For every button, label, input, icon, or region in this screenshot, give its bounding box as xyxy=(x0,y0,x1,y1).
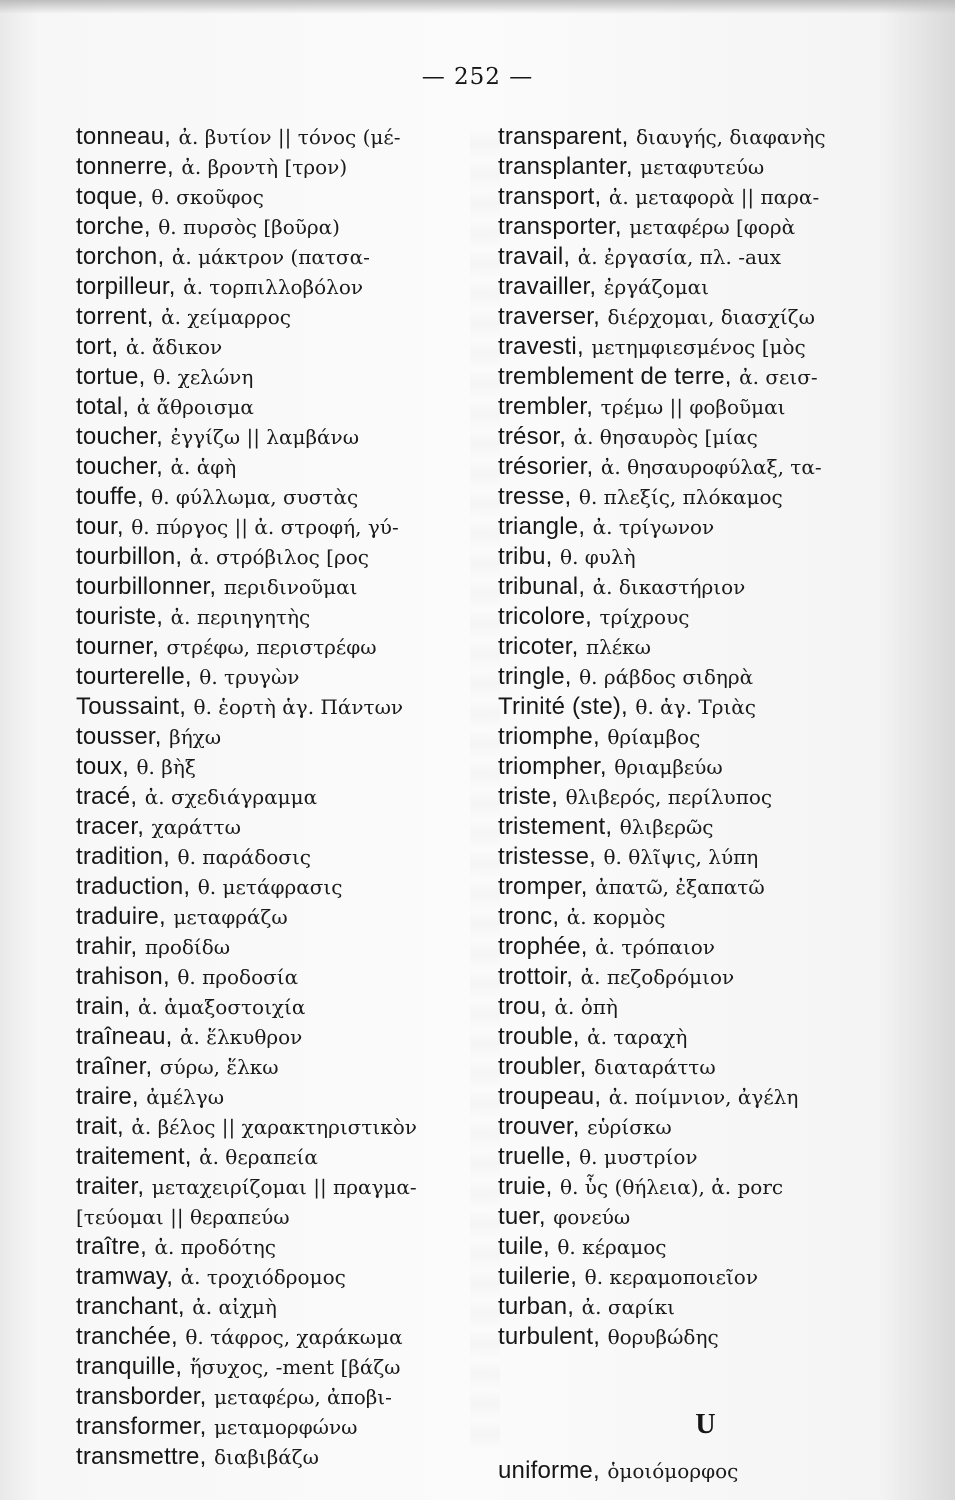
entry-definition: ἀ. χείμαρρος xyxy=(161,305,291,329)
dictionary-entry xyxy=(76,1321,486,1351)
entry-definition: θ. ἁγ. Τριὰς xyxy=(635,695,756,719)
entry-definition: θ. τρυγὼν xyxy=(199,665,300,689)
entry-definition: θ. φυλὴ xyxy=(560,545,636,569)
entry-headword: tramway, xyxy=(76,1263,174,1290)
entry-headword: triangle, xyxy=(498,513,586,540)
dictionary-entry xyxy=(76,331,486,361)
entry-definition: θ. χελώνη xyxy=(152,365,254,389)
dictionary-entry xyxy=(498,901,903,931)
dictionary-entry xyxy=(498,1201,903,1231)
entry-headword: tringle, xyxy=(498,663,572,690)
dictionary-entry xyxy=(498,391,903,421)
entry-definition: ἐργάζομαι xyxy=(603,275,709,299)
dictionary-entry xyxy=(498,451,903,481)
entry-headword: triste, xyxy=(498,783,559,810)
entry-headword: tromper, xyxy=(498,873,588,900)
dictionary-entry xyxy=(76,211,486,241)
entry-definition: ἀ. σαρίκι xyxy=(581,1295,675,1319)
entry-definition: μεταφυτεύω xyxy=(640,155,765,179)
entry-definition: θ. ράβδος σιδηρὰ xyxy=(579,665,754,689)
entry-definition: ἥσυχος, -ment [βάζω xyxy=(189,1355,401,1379)
entry-headword: transformer, xyxy=(76,1413,207,1440)
dictionary-entry xyxy=(76,751,486,781)
page-number: — 252 — xyxy=(421,64,534,90)
entry-headword: transporter, xyxy=(498,213,622,240)
dictionary-entry xyxy=(498,1171,903,1201)
entry-definition: ἀ ἄθροισμα xyxy=(136,395,254,419)
entry-definition: περιδινοῦμαι xyxy=(223,575,358,599)
entry-headword: turban, xyxy=(498,1293,575,1320)
entry-definition: ἀ. ἁφὴ xyxy=(170,455,237,479)
entry-headword: travail, xyxy=(498,243,571,270)
entry-definition: στρέφω, περιστρέφω xyxy=(166,635,377,659)
left-column xyxy=(76,121,486,1471)
entry-definition: ἀ. θησαυροφύλαξ, τα- xyxy=(600,455,822,479)
entry-headword: trait, xyxy=(76,1113,124,1140)
dictionary-entry xyxy=(498,781,903,811)
entry-definition: ἀ. πεζοδρόμιον xyxy=(580,965,735,989)
dictionary-entry xyxy=(498,181,903,211)
section-entries xyxy=(498,1455,903,1485)
dictionary-entry xyxy=(76,841,486,871)
dictionary-entry xyxy=(498,631,903,661)
entry-headword: trésorier, xyxy=(498,453,594,480)
entry-definition: εὑρίσκω xyxy=(587,1115,672,1139)
entry-headword: touriste, xyxy=(76,603,164,630)
dictionary-entry xyxy=(76,1261,486,1291)
entry-headword: tourterelle, xyxy=(76,663,192,690)
entry-definition: ἀ. κορμὸς xyxy=(566,905,666,929)
entry-headword: traîner, xyxy=(76,1053,153,1080)
dictionary-entry xyxy=(76,241,486,271)
dictionary-entry xyxy=(498,331,903,361)
dictionary-entry xyxy=(76,691,486,721)
entry-headword: tortue, xyxy=(76,363,146,390)
entry-definition: θορυβώδης xyxy=(607,1325,719,1349)
dictionary-entry xyxy=(76,1081,486,1111)
entry-headword: traitement, xyxy=(76,1143,192,1170)
entry-definition: θ. μυστρίον xyxy=(579,1145,698,1169)
dictionary-entry xyxy=(76,1021,486,1051)
entry-definition: διαυγής, διαφανὴς xyxy=(635,125,826,149)
dictionary-entry xyxy=(498,301,903,331)
dictionary-entry xyxy=(498,1231,903,1261)
dictionary-entry xyxy=(498,241,903,271)
entry-headword: tour, xyxy=(76,513,124,540)
entry-headword: troubler, xyxy=(498,1053,587,1080)
entry-definition: ἀ. βέλος || χαρακτηριστικὸν xyxy=(131,1115,417,1139)
entry-headword: troupeau, xyxy=(498,1083,602,1110)
entry-headword: tristement, xyxy=(498,813,613,840)
entry-headword: tourbillonner, xyxy=(76,573,217,600)
entry-definition: προδίδω xyxy=(144,935,231,959)
entry-definition: θ. παράδοσις xyxy=(177,845,311,869)
dictionary-entry xyxy=(498,751,903,781)
dictionary-entry xyxy=(76,1381,486,1411)
entry-headword: truie, xyxy=(498,1173,553,1200)
entry-definition: ἀ. βροντὴ [τρον) xyxy=(181,155,348,179)
entry-headword: trahir, xyxy=(76,933,138,960)
dictionary-entry xyxy=(498,1455,903,1485)
entry-definition: ἀ. θησαυρὸς [μίας xyxy=(573,425,758,449)
dictionary-entry xyxy=(498,601,903,631)
dictionary-entry xyxy=(498,691,903,721)
dictionary-entry xyxy=(498,1261,903,1291)
entry-definition: ἀ. θεραπεία xyxy=(199,1145,318,1169)
right-column-entries xyxy=(498,121,903,1351)
dictionary-entry xyxy=(76,301,486,331)
entry-headword: tricolore, xyxy=(498,603,593,630)
entry-headword: traduction, xyxy=(76,873,191,900)
entry-definition: ἀ. ὀπὴ xyxy=(554,995,618,1019)
entry-definition: ἀ. ἁμαξοστοιχία xyxy=(138,995,306,1019)
entry-headword: triompher, xyxy=(498,753,607,780)
entry-headword: trouver, xyxy=(498,1113,580,1140)
entry-headword: tribu, xyxy=(498,543,553,570)
entry-headword: tresse, xyxy=(498,483,572,510)
entry-headword: turbulent, xyxy=(498,1323,601,1350)
entry-headword: tribunal, xyxy=(498,573,586,600)
entry-headword: touffe, xyxy=(76,483,144,510)
dictionary-entry xyxy=(76,931,486,961)
entry-headword: tonneau, xyxy=(76,123,172,150)
dictionary-entry xyxy=(498,1321,903,1351)
entry-headword: tranchée, xyxy=(76,1323,178,1350)
dictionary-entry xyxy=(498,481,903,511)
entry-definition: ἀμέλγω xyxy=(146,1085,225,1109)
entry-headword: Trinité (ste), xyxy=(498,693,628,720)
dictionary-entry xyxy=(498,1141,903,1171)
entry-headword: tricoter, xyxy=(498,633,579,660)
dictionary-entry xyxy=(76,961,486,991)
entry-headword: traverser, xyxy=(498,303,601,330)
entry-definition: θ. ὗς (θήλεια), ἀ. porc xyxy=(560,1175,784,1199)
entry-definition: ἀπατῶ, ἐξαπατῶ xyxy=(595,875,765,899)
entry-definition: θ. προδοσία xyxy=(177,965,299,989)
dictionary-entry xyxy=(498,871,903,901)
entry-definition: ὁμοιόμορφος xyxy=(607,1459,739,1483)
dictionary-entry xyxy=(76,1231,486,1261)
entry-headword: trottoir, xyxy=(498,963,574,990)
entry-definition: ἀ. τρίγωνον xyxy=(592,515,715,539)
entry-definition: μεταφέρω, ἀποβι- xyxy=(213,1385,392,1409)
entry-headword: traiter, xyxy=(76,1173,145,1200)
entry-definition: ἀ. ἐργασία, πλ. -aux xyxy=(577,245,782,269)
dictionary-entry xyxy=(498,1021,903,1051)
entry-definition: ἀ. ἄδικον xyxy=(125,335,223,359)
entry-headword: tonnerre, xyxy=(76,153,174,180)
entry-headword: tourner, xyxy=(76,633,159,660)
entry-definition: θ. ἑορτὴ ἁγ. Πάντων xyxy=(193,695,404,719)
entry-headword: traîneau, xyxy=(76,1023,173,1050)
entry-definition: ἀ. ἕλκυθρον xyxy=(180,1025,303,1049)
entry-definition: ἐγγίζω || λαμβάνω xyxy=(170,425,360,449)
entry-headword: trou, xyxy=(498,993,548,1020)
entry-definition: διαταράττω xyxy=(594,1055,716,1079)
entry-definition: θ. πύργος || ἀ. στροφή, γύ- xyxy=(131,515,399,539)
entry-definition: πλέκω xyxy=(585,635,651,659)
dictionary-entry xyxy=(498,571,903,601)
dictionary-entry xyxy=(498,961,903,991)
dictionary-entry xyxy=(76,721,486,751)
dictionary-entry xyxy=(76,151,486,181)
dictionary-entry xyxy=(76,1291,486,1321)
dictionary-entry xyxy=(76,421,486,451)
entry-headword: triomphe, xyxy=(498,723,600,750)
entry-definition: φονεύω xyxy=(553,1205,631,1229)
dictionary-entry xyxy=(498,211,903,241)
dictionary-entry xyxy=(76,1051,486,1081)
dictionary-entry xyxy=(76,511,486,541)
entry-definition: ἀ. βυτίον || τόνος (μέ- xyxy=(178,125,401,149)
dictionary-entry xyxy=(498,151,903,181)
entry-headword: toque, xyxy=(76,183,144,210)
entry-headword: transmettre, xyxy=(76,1443,207,1470)
entry-definition: θ. κέραμος xyxy=(557,1235,667,1259)
entry-headword: toux, xyxy=(76,753,130,780)
entry-definition: τρίχρους xyxy=(599,605,690,629)
entry-headword: torche, xyxy=(76,213,151,240)
dictionary-entry xyxy=(76,901,486,931)
entry-definition: μετημφιεσμένος [μὸς xyxy=(591,335,806,359)
entry-definition: ἀ. τορπιλλοβόλον xyxy=(183,275,364,299)
entry-definition: ἀ. ποίμνιον, ἀγέλη xyxy=(608,1085,799,1109)
entry-headword: tronc, xyxy=(498,903,560,930)
entry-definition: διαβιβάζω xyxy=(213,1445,319,1469)
dictionary-entry xyxy=(76,391,486,421)
dictionary-entry xyxy=(76,1141,486,1171)
entry-definition: θ. κεραμοποιεῖον xyxy=(584,1265,759,1289)
entry-definition: θ. σκοῦφος xyxy=(151,185,264,209)
dictionary-entry xyxy=(498,421,903,451)
dictionary-entry xyxy=(76,571,486,601)
entry-definition: θ. τάφρος, χαράκωμα xyxy=(185,1325,403,1349)
entry-headword: trésor, xyxy=(498,423,567,450)
entry-definition: ἀ. αἰχμὴ xyxy=(192,1295,277,1319)
entry-headword: tuile, xyxy=(498,1233,550,1260)
entry-headword: travesti, xyxy=(498,333,584,360)
entry-definition: βήχω xyxy=(169,725,222,749)
dictionary-entry xyxy=(76,541,486,571)
dictionary-entry xyxy=(498,1111,903,1141)
dictionary-entry xyxy=(76,181,486,211)
entry-headword: tranquille, xyxy=(76,1353,183,1380)
entry-headword: tracer, xyxy=(76,813,145,840)
entry-headword: tuer, xyxy=(498,1203,546,1230)
dictionary-entry xyxy=(76,361,486,391)
entry-headword: tristesse, xyxy=(498,843,597,870)
entry-headword: toucher, xyxy=(76,423,163,450)
entry-definition: ἀ. μάκτρον (πατσα- xyxy=(171,245,370,269)
dictionary-entry xyxy=(498,271,903,301)
entry-headword: trahison, xyxy=(76,963,170,990)
right-column xyxy=(498,121,903,1485)
entry-definition: διέρχομαι, διασχίζω xyxy=(607,305,815,329)
entry-definition: ἀ. σχεδιάγραμμα xyxy=(144,785,318,809)
entry-headword: transparent, xyxy=(498,123,629,150)
entry-headword: train, xyxy=(76,993,131,1020)
entry-headword: tremblement de terre, xyxy=(498,363,732,390)
entry-definition: μεταφέρω [φορὰ xyxy=(629,215,796,239)
entry-definition: θ. πλεξίς, πλόκαμος xyxy=(578,485,783,509)
entry-headword: tracé, xyxy=(76,783,138,810)
entry-headword: torrent, xyxy=(76,303,154,330)
dictionary-entry xyxy=(498,931,903,961)
entry-headword: tourbillon, xyxy=(76,543,183,570)
entry-definition: θρίαμβος xyxy=(607,725,701,749)
dictionary-entry xyxy=(498,811,903,841)
entry-definition: θ. βὴξ xyxy=(136,755,196,779)
entry-definition: μεταχειρίζομαι || πραγμα- xyxy=(151,1175,417,1199)
entry-definition: ἀ. περιηγητὴς xyxy=(170,605,311,629)
entry-definition: θ. μετάφρασις xyxy=(197,875,343,899)
entry-headword: traître, xyxy=(76,1233,147,1260)
dictionary-entry xyxy=(76,631,486,661)
entry-headword: Toussaint, xyxy=(76,693,187,720)
dictionary-entry xyxy=(76,121,486,151)
entry-definition: τρέμω || φοβοῦμαι xyxy=(600,395,786,419)
dictionary-entry xyxy=(76,601,486,631)
entry-definition: χαράττω xyxy=(151,815,241,839)
entry-headword: tranchant, xyxy=(76,1293,185,1320)
entry-headword: transborder, xyxy=(76,1383,207,1410)
dictionary-entry xyxy=(76,991,486,1021)
entry-headword: truelle, xyxy=(498,1143,572,1170)
dictionary-entry xyxy=(498,541,903,571)
entry-definition: ἀ. σεισ- xyxy=(739,365,818,389)
dictionary-entry xyxy=(498,991,903,1021)
page-edge-shadow xyxy=(0,0,955,14)
entry-definition: ἀ. προδότης xyxy=(154,1235,276,1259)
dictionary-entry xyxy=(498,1051,903,1081)
dictionary-entry xyxy=(76,811,486,841)
dictionary-entry xyxy=(76,271,486,301)
dictionary-entry xyxy=(76,1171,486,1201)
dictionary-entry xyxy=(76,781,486,811)
entry-headword: toucher, xyxy=(76,453,163,480)
dictionary-entry xyxy=(498,841,903,871)
dictionary-entry xyxy=(498,1291,903,1321)
entry-headword: tort, xyxy=(76,333,119,360)
entry-headword: trophée, xyxy=(498,933,588,960)
dictionary-entry xyxy=(76,1201,486,1231)
entry-definition: θ. θλῖψις, λύπη xyxy=(603,845,759,869)
entry-headword: travailler, xyxy=(498,273,597,300)
entry-headword: torchon, xyxy=(76,243,165,270)
dictionary-entry xyxy=(498,511,903,541)
entry-headword: total, xyxy=(76,393,130,420)
entry-definition: θλιβερῶς xyxy=(619,815,714,839)
entry-headword: trouble, xyxy=(498,1023,580,1050)
entry-definition: θριαμβεύω xyxy=(614,755,723,779)
dictionary-entry xyxy=(498,721,903,751)
entry-definition: ἀ. τροχιόδρομος xyxy=(180,1265,346,1289)
section-gap xyxy=(498,1351,903,1381)
entry-definition: ἀ. μεταφορὰ || παρα- xyxy=(608,185,820,209)
dictionary-entry xyxy=(498,361,903,391)
entry-definition: μεταμορφώνω xyxy=(213,1415,358,1439)
entry-definition: μεταφράζω xyxy=(173,905,288,929)
entry-definition: σύρω, ἕλκω xyxy=(159,1055,279,1079)
dictionary-entry xyxy=(498,661,903,691)
entry-headword: tousser, xyxy=(76,723,162,750)
dictionary-entry xyxy=(76,661,486,691)
entry-headword: torpilleur, xyxy=(76,273,176,300)
entry-definition: ἀ. τρόπαιον xyxy=(595,935,715,959)
entry-headword: tuilerie, xyxy=(498,1263,578,1290)
dictionary-entry xyxy=(76,1111,486,1141)
entry-headword: tradition, xyxy=(76,843,171,870)
entry-definition: ἀ. δικαστήριον xyxy=(592,575,746,599)
entry-headword: uniforme, xyxy=(498,1457,600,1484)
dictionary-entry xyxy=(498,1081,903,1111)
dictionary-entry xyxy=(76,451,486,481)
entry-headword: traduire, xyxy=(76,903,166,930)
entry-definition: ἀ. ταραχὴ xyxy=(587,1025,688,1049)
section-letter: U xyxy=(695,1409,716,1440)
dictionary-entry xyxy=(76,871,486,901)
dictionary-entry xyxy=(498,121,903,151)
dictionary-entry xyxy=(76,1441,486,1471)
entry-headword: transplanter, xyxy=(498,153,633,180)
entry-headword: traire, xyxy=(76,1083,139,1110)
entry-definition: θλιβερός, περίλυπος xyxy=(565,785,773,809)
dictionary-entry xyxy=(76,1351,486,1381)
entry-definition: θ. φύλλωμα, συστὰς xyxy=(151,485,359,509)
entry-definition: θ. πυρσὸς [βοῦρα) xyxy=(158,215,340,239)
entry-headword: trembler, xyxy=(498,393,594,420)
dictionary-entry xyxy=(76,481,486,511)
dictionary-entry xyxy=(76,1411,486,1441)
entry-definition: ἀ. στρόβιλος [ρος xyxy=(189,545,369,569)
entry-headword: transport, xyxy=(498,183,602,210)
entry-definition: [τεύομαι || θεραπεύω xyxy=(76,1205,290,1229)
